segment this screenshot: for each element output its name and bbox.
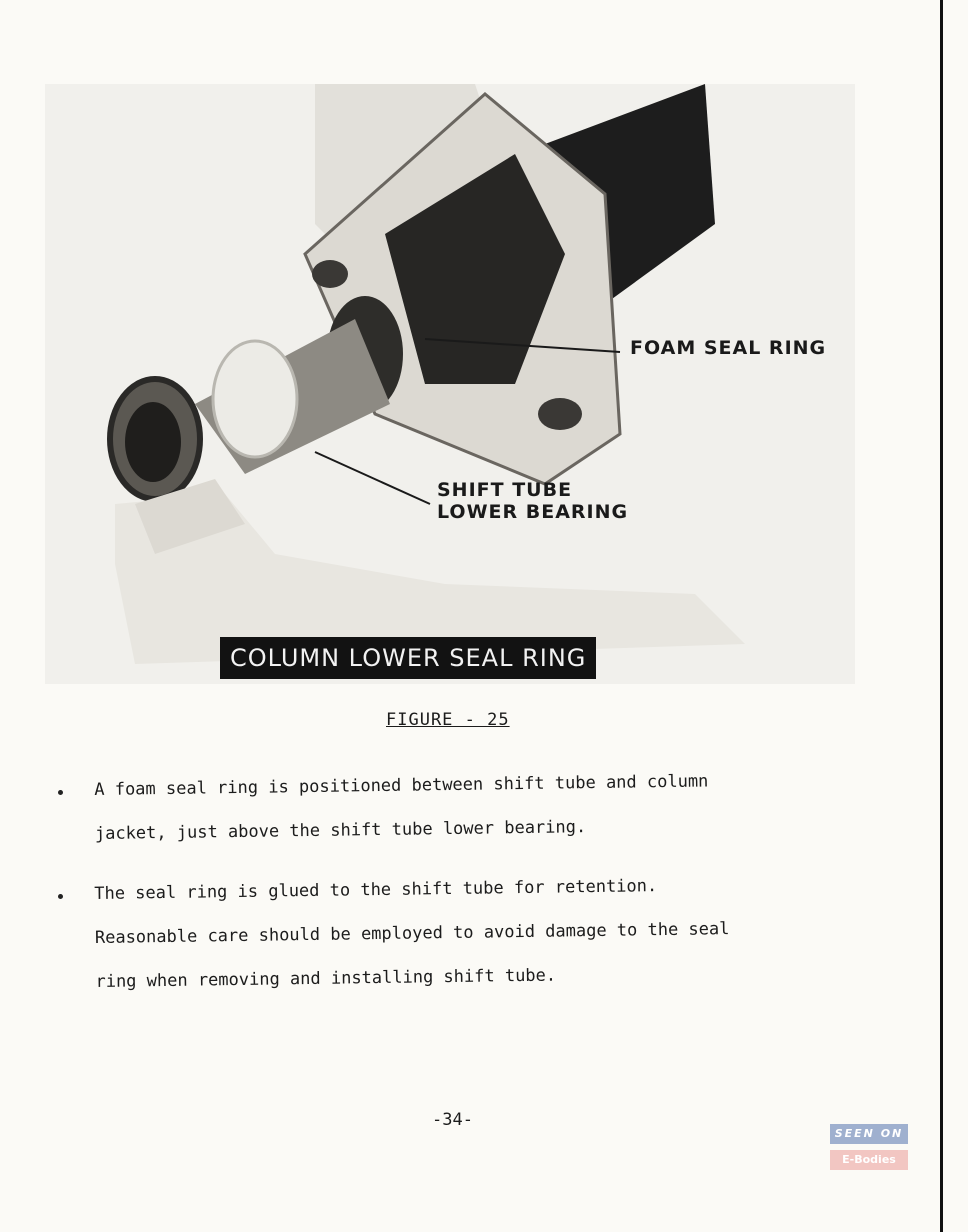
bullet-item <box>58 872 858 1004</box>
bullet-item <box>58 768 858 856</box>
bullet-text: A foam seal ring is positioned between shift tube and column jacket, just above the shift tube lower bearing. <box>94 771 709 844</box>
callout-foam-seal-ring: FOAM SEAL RING <box>630 337 827 359</box>
bullet-dot <box>58 894 63 899</box>
column-photo-illustration <box>45 84 855 684</box>
watermark-bottom-text: E-Bodies <box>830 1150 908 1170</box>
page-number: -34- <box>432 1110 473 1130</box>
seen-on-ebodies-watermark <box>830 1124 908 1172</box>
page-edge <box>940 0 943 1232</box>
callout-lower-bearing: LOWER BEARING <box>437 501 629 523</box>
figure-label: FIGURE - 25 <box>386 710 510 730</box>
bullet-text: The seal ring is glued to the shift tube for retention. Reasonable care should be employed to avoid damage to the seal ring when removing and installing shift tube. <box>94 876 730 992</box>
callout-shift-tube: SHIFT TUBE <box>437 479 573 501</box>
figure-photo <box>45 84 855 684</box>
photo-caption-bar: COLUMN LOWER SEAL RING <box>220 637 596 679</box>
watermark-top-text: SEEN ON <box>830 1124 908 1144</box>
bullet-dot <box>58 790 63 795</box>
